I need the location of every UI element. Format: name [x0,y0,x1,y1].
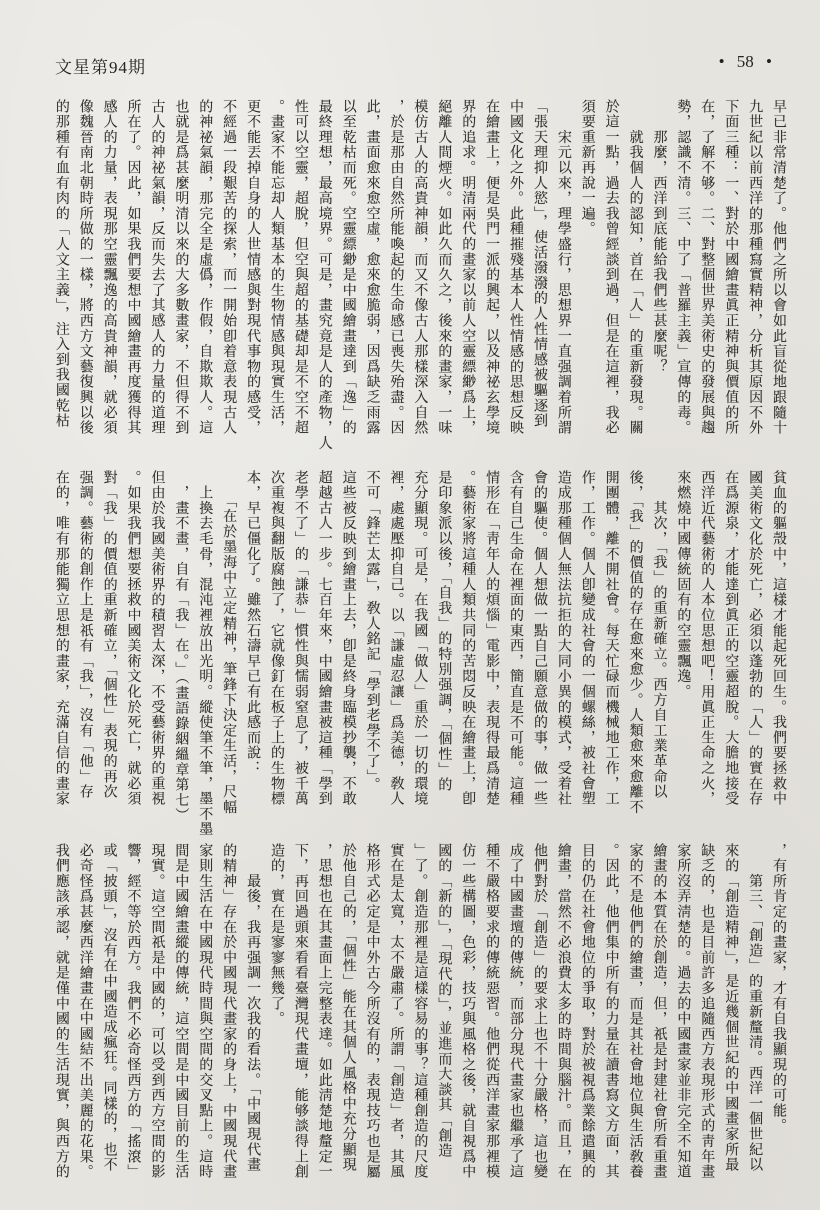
text-column: 裡，處處壓抑自己。以「謙虛忍讓」爲美德，敎人 [388,470,404,807]
text-column: 。藝術家將這種人類共同的苦悶反映在繪畫上，卽 [460,470,476,807]
text-column: 於這一點，過去我曾經談到過，但是在這裡，我必 [603,99,619,436]
text-column: 不可「鋒芒太露」，敎人銘記「學到老學不了」。 [364,470,380,793]
text-column: 也就是爲甚麼明清以來的大多數畫家，不但得不到 [173,99,189,436]
text-column: 國美術文化於死亡，必須以蓬勃的「人」的實在存 [747,470,763,807]
text-column: 但由於我國美術界的積習太深，不受藝術界的重視 [149,470,165,807]
text-column: 造的，實在是寥寥無幾了。 [268,843,284,1027]
text-column: 須要重新再說一遍。 [579,99,595,237]
text-column: 國的「新的」，「現代的」，並進而大談其「創造 [436,843,452,1159]
text-column: 種不嚴格要求的傳統惡習。他們從西洋畫家那裡模 [484,843,500,1180]
text-column: 情形在「靑年人的煩惱」電影中，表現得最爲清楚 [484,470,500,807]
text-column: 開團體，離不開社會。每天忙碌而機械地工作，工 [603,470,619,807]
text-column: 是印象派以後，「自我」的特別强調，「個性」的 [436,470,452,793]
text-column: 九世紀以前西洋的那種寫實精神，分析其原因不外 [747,99,763,436]
text-column: 絕離人間煙火。如此久而久之，後來的畫家，一味 [436,99,452,436]
text-column: 上換去毛骨，混沌裡放出光明。縱使筆不筆，墨不墨 [197,470,213,838]
text-column: 本，早已僵化了。雖然石濤早已有此感而說： [245,470,261,776]
text-column: 最終理想，最高境界。可是，畫究竟是人的產物，人 [316,99,332,451]
text-column: 老學不了」的「謙恭」慣性與懦弱窒息了，被千萬 [292,470,308,807]
text-column: 性可以空靈，超脫，但空與超的基礎却是不空不超 [292,99,308,436]
text-column: 在，了解不够。二、對整個世界美術史的發展與趨 [699,99,715,436]
text-column: 充分顯現。可是，在我國「做人」重於一切的環境 [412,470,428,807]
text-column: 第三、「創造」的重新釐清。西洋一個世紀以 [747,843,763,1173]
text-column: 繪畫的本質在於創造，但，祇是封建社會所看重畫 [651,843,667,1180]
text-column: 「張天理抑人慾」，使活潑潑的人性情感被驅逐到 [531,99,547,429]
text-column: 的精神」存在於中國現代畫家的身上，中國現代畫 [221,843,237,1180]
text-column: 必奇怪爲甚麼西洋繪畫在中國結不出美麗的花果。 [77,843,93,1180]
text-column: 以至乾枯而死。空靈縹緲是中國繪畫達到「逸」的 [340,99,356,436]
text-column: 他們對於「創造」的要求上也不十分嚴格，這也變 [531,843,547,1180]
text-column: 實在是太寬，太不嚴肅了。所謂「創造」者，其風 [388,843,404,1180]
text-column: 家則生活在中國現代時間與空間的交叉點上。這時 [197,843,213,1180]
text-column: 西洋近代藝術的人本位思想吧！用眞正生命之火， [699,470,715,807]
text-column: 「在於墨海中立定精神，筆鋒下決定生活，尺幅 [221,470,237,815]
text-column: 更不能丟掉自身的人世情感與對現代事物的感受， [245,99,261,436]
text-column: 就我個人的認知，首在「人」的重新發現。關 [627,99,643,436]
text-column: 不經過一段艱苦的探索，而一開始卽着意表現古人 [221,99,237,436]
text-band-bottom [48,843,790,1197]
text-column: 造成那種個人無法抗拒的大同小異的模式，受着社 [555,470,571,807]
text-column: 繪畫，當然不必浪費太多的時間與腦汁。而且，在 [555,843,571,1180]
text-column: 」了。創造那裡是這樣容易的事？這種創造的尺度 [412,843,428,1180]
text-column: 界的追求。明清兩代的畫家以前人空靈縹緲爲上， [460,99,476,436]
text-column: 來燃燒中國傳統固有的空靈飄逸。 [675,470,691,700]
text-column: 其次，「我」的重新確立。西方自工業革命以 [651,470,667,800]
text-column: 於他自己的，「個性」能在其個人風格中充分顯現 [340,843,356,1173]
text-column: 。畫家不能忘却人類基本的生物情感與現實生活， [268,99,284,436]
text-column: 勢，認識不清。三、中了「普羅主義」宣傳的毒。 [675,99,691,436]
text-column: 作，工作。個人卽變成社會的一個螺絲，被社會塑 [579,470,595,807]
text-column: 我們應該承認，就是僅中國的生活現實，與西方的 [53,843,69,1180]
text-column: 下面三種：一、對於中國繪畫眞正精神與價值的所 [723,99,739,436]
text-column: 那麼，西洋到底能給我們些甚麼呢？ [651,99,667,375]
text-column: 來的「創造精神」，是近幾個世紀的中國畫家所最 [723,843,739,1173]
text-column: 家所沒弄淸楚的。過去的中國畫家並非完全不知道 [675,843,691,1180]
text-column: 含有自己生命在裡面的東西，簡直是不可能。這種 [508,470,524,807]
text-column: 最後，我再强調一次我的看法。「中國現代畫 [245,843,261,1173]
text-column: 模仿古人的高貴神韻，而又不像古人那樣深入自然 [412,99,428,436]
text-column: 次重複與翻版腐蝕了，它就像釘在板子上的生物標 [268,470,284,807]
text-column: 的那種有血有肉的「人文主義」，注入到我國乾枯 [53,99,69,429]
text-column: 目的仍在社會地位的爭取，對於被視爲業餘遣興的 [579,843,595,1180]
text-column: 對「我」的價值的重新確立，「個性」表現的再次 [101,470,117,800]
text-column: 在爲源泉，才能達到眞正的空靈超脫。大膽地接受 [723,470,739,807]
text-column: 間是中國繪畫縱的傳統，這空間是中國目前的生活 [173,843,189,1180]
text-column: 超越古人一步。七百年來，中國繪畫被這種「學到 [316,470,332,807]
text-column: 格形式必定是中外古今所沒有的，表現技巧也是屬 [364,843,380,1180]
text-column: 下，再回過頭來看看臺灣現代畫壇，能够談得上創 [292,843,308,1180]
text-column: 宋元以來，理學盛行，思想界一直强調着所謂 [555,99,571,436]
text-column: 或「披頭」，沒有在中國造成瘋狂。同樣的，也不 [101,843,117,1173]
text-column: 古人的神祕氣韻，反而失去了其感人的力量的道理 [149,99,165,436]
text-column: 現實。這空間祇是中國的，可以受到西方空間的影 [149,843,165,1180]
text-column: 會的驅使。個人想做一點自己願意做的事，做一些 [531,470,547,807]
text-column: 響，經不等於西方。我們不必奇怪西方的「搖滾」 [125,843,141,1180]
magazine-title: 文星第94期 [55,58,146,77]
text-column: 感人的力量，表現那空靈飄逸的高貴神韻，就必須 [101,99,117,436]
text-column: 家的不是他們的繪畫，而是其社會地位與生活敎養 [627,843,643,1180]
text-column: 貧血的軀殼中，這樣才能起死回生。我們要拯救中 [771,470,786,807]
page-number: • 58 • [718,52,772,71]
text-column: ，於是那由自然所能喚起的生命感已喪失殆盡。因 [388,99,404,436]
text-column: 像魏晉南北朝時所做的一樣，將西方文藝復興以後 [77,99,93,436]
text-column: 缺乏的，也是目前許多追隨西方表現形式的靑年畫 [699,843,715,1180]
text-column: 後，「我」的價值的存在愈來愈少。人類愈來愈離不 [627,470,643,815]
text-column: ，有所肯定的畫家，才有自我顯現的可能。 [771,843,786,1134]
text-column: 在繪畫上，便是吳門一派的興起，以及神祕玄學境 [484,99,500,436]
text-column: 在的，唯有那能獨立思想的畫家，充滿自信的畫家 [53,470,69,807]
text-column: ，思想也在其畫面上完整表達。如此淸楚地釐定一 [316,843,332,1180]
text-column: 强調。藝術的創作上是祇有「我」，沒有「他」存 [77,470,93,800]
text-column: ，畫不畫，自有「我」在。」（畫語錄絪縕章第七） [173,470,189,824]
text-column: 。因此，他們集中所有的力量在讀書寫文方面，其 [603,843,619,1180]
text-column: 此，畫面愈來愈空虛，愈來愈脆弱，因爲缺乏雨露 [364,99,380,436]
text-column: 這些被反映到繪畫上去，卽是終身臨模抄襲，不敢 [340,470,356,807]
text-column: 的神祕氣韻，那完全是虛僞，作假，自欺欺人。這 [197,99,213,436]
text-column: 。如果我們想要拯救中國美術文化於死亡，就必須 [125,470,141,807]
text-column: 早已非常清楚了。他們之所以會如此盲從地跟隨十 [771,99,786,436]
text-column: 仿一些構圖，色彩，技巧與風格之後，就自視爲中 [460,843,476,1180]
text-column: 成了中國畫壇的傳統，而部分現代畫家也繼承了這 [508,843,524,1180]
text-band-middle [48,470,790,838]
text-column: 所在了。因此，如果我們要想中國繪畫再度獲得其 [125,99,141,436]
text-band-top [48,99,790,453]
text-column: 中國文化之外。此種摧殘基本人性情感的思想反映 [508,99,524,436]
